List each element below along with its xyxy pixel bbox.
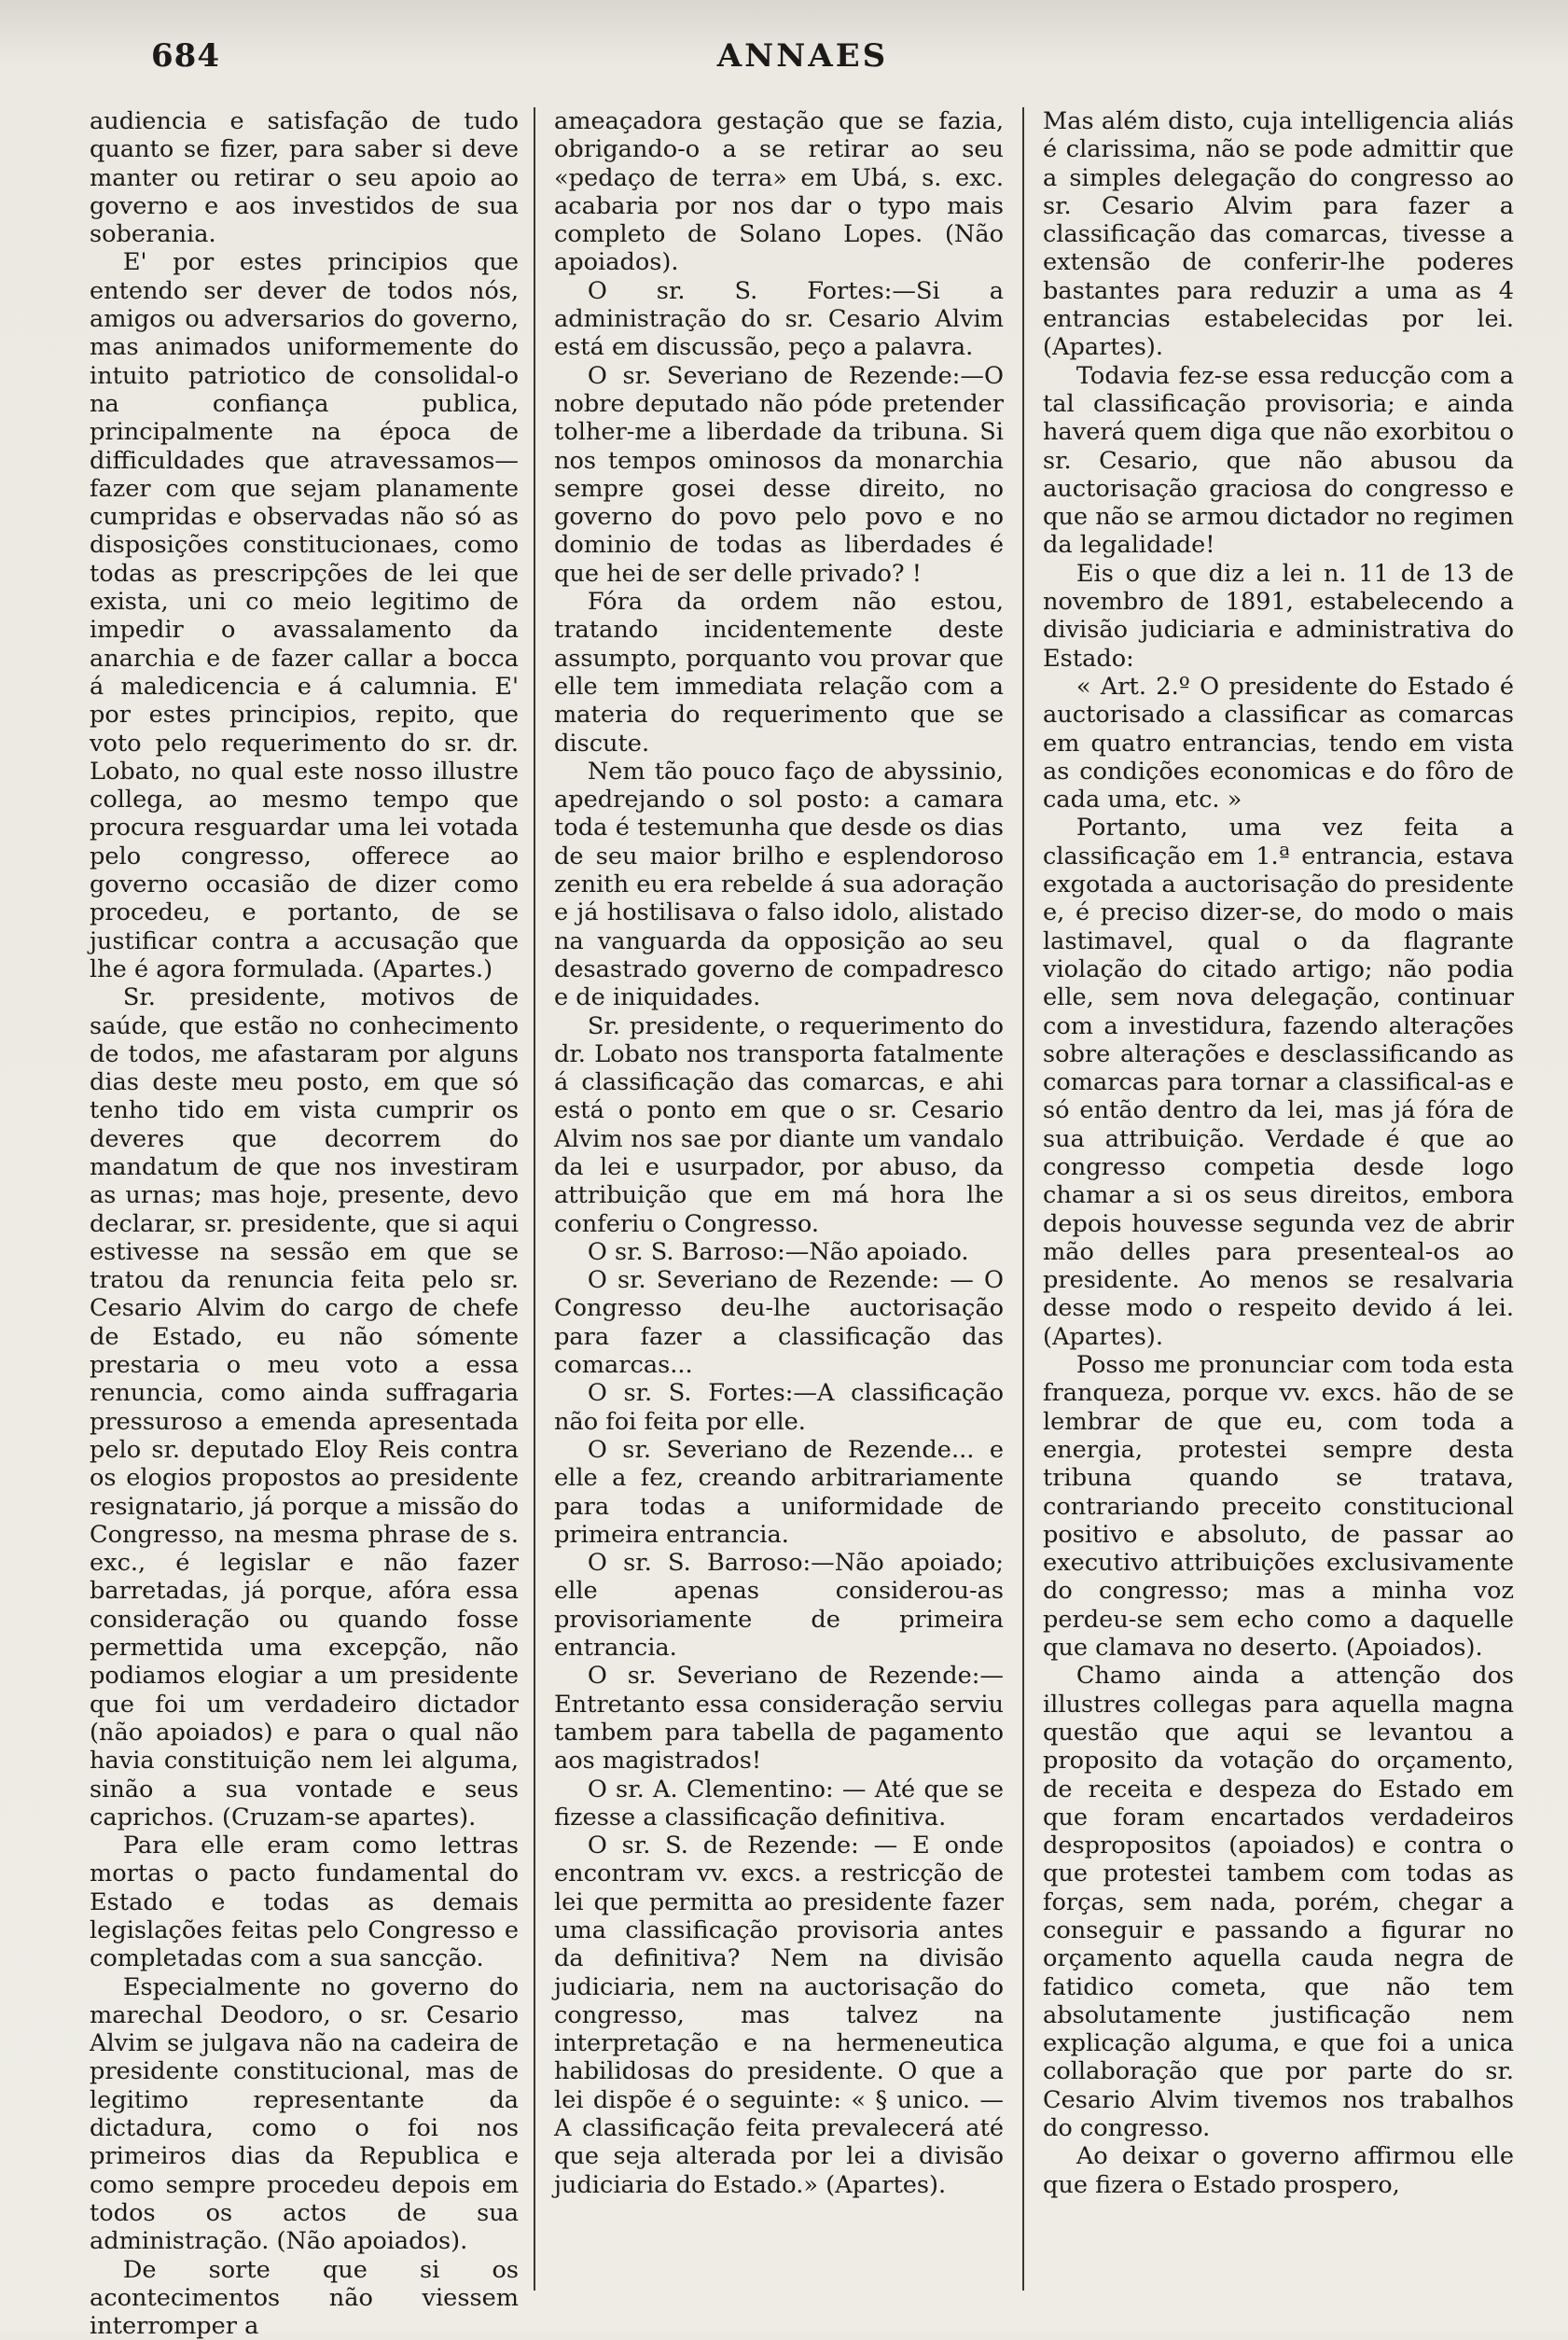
paragraph: E' por estes principios que entendo ser dever de todos nós, amigos ou adversarios do governo, mas animados uniformemente do intuito patriotico de consolidal-o na confiança publica, principalmente na época de difficuldades que atravessamos—fazer com que sejam planamente cumpridas e observadas não só as disposições constitucionaes, como todas as prescripções de lei que exista, uni co meio legitimo de impedir o avassalamento da anarchia e de fazer callar a bocca á maledicencia e á calumnia. E' por estes principios, repito, que voto pelo requerimento do sr. dr. Lobato, no qual este nosso illustre collega, ao mesmo tempo que procura resguardar uma lei votada pelo congresso, offerece ao governo occasião de dizer como procedeu, e portanto, de se justificar contra a accusação que lhe é agora formulada. (Apartes.) [90, 248, 519, 983]
paragraph: Para elle eram como lettras mortas o pacto fundamental do Estado e todas as demais legislações feitas pelo Congresso e completadas com a sua sancção. [90, 1832, 519, 1973]
paragraph: Chamo ainda a attenção dos illustres collegas para aquella magna questão que aqui se levantou a proposito da votação do orçamento, de receita e despeza do Estado em que foram encartados verdadeiros despropositos (apoiados) e contra o que protestei tambem com todas as forças, sem nada, porém, chegar a conseguir e passando a figurar no orçamento aquella cauda negra de fatidico cometa, que não tem absolutamente justificação nem explicação alguma, e que foi a unica collaboração que por parte do sr. Cesario Alvim tivemos nos trabalhos do congresso. [1043, 1662, 1514, 2143]
paragraph: Sr. presidente, motivos de saúde, que estão no conhecimento de todos, me afastaram por alguns dias deste meu posto, em que só tenho tido em vista cumprir os deveres que decorrem do mandatum de que nos investiram as urnas; mas hoje, presente, devo declarar, sr. presidente, que si aqui estivesse na sessão em que se tratou da renuncia feita pelo sr. Cesario Alvim do cargo de chefe de Estado, eu não sómente prestaria o meu voto a essa renuncia, como ainda suffragaria pressuroso a emenda apresentada pelo sr. deputado Eloy Reis contra os elogios propostos ao presidente resignatario, já porque a missão do Congresso, na mesma phrase de s. exc., é legislar e não fazer barretadas, já porque, afóra essa consideração ou quando fosse permettida uma excepção, não podiamos elogiar a um presidente que foi um verdadeiro dictador (não apoiados) e para o qual não havia constituição nem lei alguma, sinão a sua vontade e seus caprichos. (Cruzam-se apartes). [90, 983, 519, 1832]
speech-line: O sr. Severiano de Rezende:—O nobre deputado não póde pretender tolher-me a liberdade da tribuna. Si nos tempos ominosos da monarchia sempre gosei desse direito, no governo do povo pelo povo e no dominio de todas as liberdades é que hei de ser delle privado? ! [554, 361, 1004, 588]
speech-line: O sr. S. Barroso:—Não apoiado. [587, 1237, 969, 1266]
text-columns [90, 107, 1516, 2340]
paragraph: Especialmente no governo do marechal Deodoro, o sr. Cesario Alvim se julgava não na cadeira de presidente constitucional, mas de legitimo representante da dictadura, como o foi nos primeiros dias da Republica e como sempre procedeu depois em todos os actos de sua administração. (Não apoiados). [90, 1972, 519, 2256]
paragraph: audiencia e satisfação de tudo quanto se fizer, para saber si deve manter ou retirar o seu apoio ao governo e aos investidos de sua soberania. [90, 107, 519, 249]
paragraph: Sr. presidente, o requerimento do dr. Lobato nos transporta fatalmente á classificação das comarcas, e ahi está o ponto em que o sr. Cesario Alvim nos sae por diante um vandalo da lei e usurpador, por abuso, da attribuição que em má hora lhe conferiu o Congresso. [554, 1011, 1004, 1238]
paragraph: Fóra da ordem não estou, tratando incidentemente deste assumpto, porquanto vou provar que elle tem immediata relação com a materia do requerimento que se discute. [554, 588, 1004, 758]
paragraph: Posso me pronunciar com toda esta franqueza, porque vv. excs. hão de se lembrar de que eu, com toda a energia, protestei sempre desta tribuna quando se tratava, contrariando preceito constitucional positivo e absoluto, de passar ao executivo attribuições exclusivamente do congresso; mas a minha voz perdeu-se sem echo como a daquelle que clamava no deserto. (Apoiados). [1043, 1351, 1514, 1663]
paragraph: Nem tão pouco faço de abyssinio, apedrejando o sol posto: a camara toda é testemunha que desde os dias de seu maior brilho e esplendoroso zenith eu era rebelde á sua adoração e já hostilisava o falso idolo, alistado na vanguarda da opposição ao seu desastrado governo de compadresco e de iniquidades. [554, 757, 1004, 1012]
paragraph: Todavia fez-se essa reducção com a tal classificação provisoria; e ainda haverá quem diga que não exorbitou o sr. Cesario, que não abusou da auctorisação graciosa do congresso e que não se armou dictador no regimen da legalidade! [1043, 361, 1514, 560]
paragraph: Portanto, uma vez feita a classificação em 1.ª entrancia, estava exgotada a auctorisação do presidente e, é preciso dizer-se, do modo o mais lastimavel, qual o da flagrante violação do citado artigo; não podia elle, sem nova delegação, continuar com a investidura, fazendo alterações sobre alterações e desclassificando as comarcas para tornar a classifical-as e só então dentro da lei, mas já fóra de sua attribuição. Verdade é que ao congresso competia desde logo chamar a si os seus direitos, embora depois houvesse segunda vez de abrir mão delles para presenteal-os ao presidente. Ao menos se resalvaria desse modo o respeito devido á lei. (Apartes). [1043, 814, 1514, 1351]
speech-line: O sr. S. Barroso:—Não apoiado; elle apenas considerou-as provisoriamente de primeira entrancia. [554, 1549, 1004, 1663]
running-title: ANNAES [716, 37, 889, 75]
paragraph: De sorte que si os acontecimentos não viessem interromper a [90, 2255, 519, 2340]
paragraph: Mas além disto, cuja intelligencia aliás é clarissima, não se pode admittir que a simples delegação do congresso ao sr. Cesario Alvim para fazer a classificação das comarcas, tivesse a extensão de conferir-lhe poderes bastantes para reduzir a uma as 4 entrancias estabelecidas por lei. (Apartes). [1043, 107, 1514, 362]
paragraph: ameaçadora gestação que se fazia, obrigando-o a se retirar ao seu «pedaço de terra» em Ubá, s. exc. acabaria por nos dar o typo mais completo de Solano Lopes. (Não apoiados). [554, 107, 1004, 277]
speech-line: O sr. S. Fortes:—A classificação não foi feita por elle. [554, 1379, 1004, 1436]
speech-line: O sr. Severiano de Rezende: — O Congresso deu-lhe auctorisação para fazer a classificação das comarcas... [554, 1266, 1004, 1380]
speech-line: O sr. S. de Rezende: — E onde encontram vv. excs. a restricção de lei que permitta ao presidente fazer uma classificação provisoria antes da definitiva? Nem na divisão judiciaria, nem na auctorisação do congresso, mas talvez na interpretação e na hermeneutica habilidosas do presidente. O que a lei dispõe é o seguinte: « § unico. — A classificação feita prevalecerá até que seja alterada por lei a divisão judiciaria do Estado.» (Apartes). [554, 1832, 1004, 2199]
paragraph: Eis o que diz a lei n. 11 de 13 de novembro de 1891, estabelecendo a divisão judiciaria e administrativa do Estado: [1043, 559, 1514, 673]
speech-line: O sr. A. Clementino: — Até que se fizesse a classificação definitiva. [554, 1775, 1004, 1832]
speech-line: O sr. Severiano de Rezende:— Entretanto essa consideração serviu tambem para tabella de pagamento aos magistrados! [554, 1662, 1004, 1776]
column-left [90, 107, 534, 2340]
column-middle [534, 107, 1024, 2291]
page-number: 684 [151, 37, 220, 75]
law-quote: « Art. 2.º O presidente do Estado é auctorisado a classificar as comarcas em quatro entrancias, tendo em vista as condições economicas e do fôro de cada uma, etc. » [1043, 672, 1514, 815]
column-right [1024, 107, 1514, 2291]
paragraph: Ao deixar o governo affirmou elle que fizera o Estado prospero, [1043, 2142, 1514, 2199]
page-header [90, 0, 1516, 107]
speech-line: O sr. Severiano de Rezende... e elle a fez, creando arbitrariamente para todas a uniformidade de primeira entrancia. [554, 1435, 1004, 1549]
speech-line: O sr. S. Fortes:—Si a administração do sr. Cesario Alvim está em discussão, peço a palavra. [554, 276, 1004, 362]
